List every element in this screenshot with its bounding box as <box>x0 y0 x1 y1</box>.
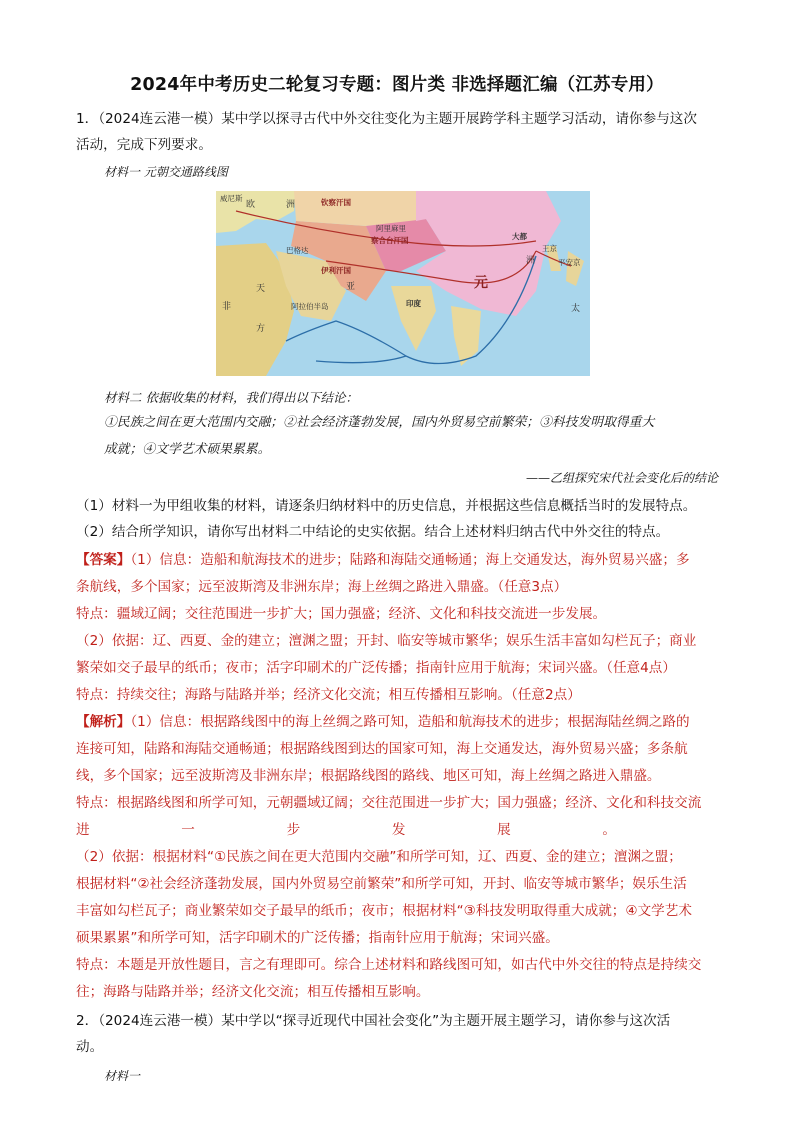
yuan-dynasty-route-map <box>216 191 590 376</box>
analysis-line-4: 特点：根据路线图和所学可知，元朝疆域辽阔；交往范围进一步扩大；国力强盛；经济、文化和科技交流 <box>76 795 702 811</box>
answer-line-3: 特点：疆域辽阔；交往范围进一步扩大；国力强盛；经济、文化和科技交流进一步发展。 <box>76 606 607 622</box>
analysis-line-8: 丰富如勾栏瓦子；商业繁荣如交子最早的纸币；夜市；根据材料“③科技发明取得重大成就；④文学艺术 <box>76 903 692 919</box>
map-label: 欧 <box>246 200 256 210</box>
q1-stem-2: 活动，完成下列要求。 <box>76 137 212 153</box>
map-label: 威尼斯 <box>220 194 243 203</box>
answer-tag: 【答案】 <box>76 552 131 568</box>
answer-line-5: 繁荣如交子最早的纸币；夜市；活字印刷术的广泛传播；指南针应用于航海；宋词兴盛。（任意4点） <box>76 660 676 676</box>
analysis-line-5: 进 一 步 发 展 。 <box>76 822 616 838</box>
conclusion-line-2: 成就；④文学艺术硕果累累。 <box>104 442 271 457</box>
conclusion-line-1: ①民族之间在更大范围内交融；②社会经济蓬勃发展，国内外贸易空前繁荣；③科技发明取得重大 <box>104 415 655 430</box>
analysis-line-7: 根据材料“②社会经济蓬勃发展，国内外贸易空前繁荣”和所学可知，开封、临安等城市繁华；娱乐生活 <box>76 876 687 892</box>
answer-line-2: 条航线，多个国家；远至波斯湾及非洲东岸；海上丝绸之路进入鼎盛。（任意3点） <box>76 579 568 595</box>
map-label: 平安京 <box>558 258 581 267</box>
analysis-line-11: 往；海路与陆路并举；经济文化交流；相互传播相互影响。 <box>76 984 430 1000</box>
analysis-line-1: 【解析】（1）信息：根据路线图中的海上丝绸之路可知，造船和航海技术的进步；根据海陆丝绸之路的 <box>76 714 690 730</box>
analysis-line-10: 特点：本题是开放性题目，言之有理即可。综合上述材料和路线图可知，如古代中外交往的特点是持续交 <box>76 957 702 973</box>
map-label: 太 <box>571 304 581 314</box>
analysis-line-2: 连接可知，陆路和海陆交通畅通；根据路线图到达的国家可知，海上交通发达，海外贸易兴盛；多条航 <box>76 741 688 757</box>
analysis-tag: 【解析】 <box>76 714 131 730</box>
q1-stem: 1．（2024连云港一模）某中学以探寻古代中外交往变化为主题开展跨学科主题学习活动，请你参与这次 <box>76 111 697 127</box>
analysis-line-9: 硕果累累”和所学可知，活字印刷术的广泛传播；指南针应用于航海；宋词兴盛。 <box>76 930 559 946</box>
map-label: 印度 <box>406 299 421 308</box>
material-2-intro: 材料二 依据收集的材料，我们得出以下结论： <box>104 390 358 405</box>
map-label: 巴格达 <box>286 246 309 255</box>
map-label: 元 <box>474 275 488 291</box>
q2-material-1-caption: 材料一 <box>104 1069 141 1083</box>
analysis-line-6: （2）依据：根据材料“①民族之间在更大范围内交融”和所学可知，辽、西夏、金的建立；澶渊之盟； <box>76 849 682 865</box>
q2-stem: 2．（2024连云港一模）某中学以“探寻近现代中国社会变化”为主题开展主题学习，请你参与这次活 <box>76 1013 671 1029</box>
map-label: 非 <box>222 302 232 312</box>
answer-line-6: 特点：持续交往；海路与陆路并举；经济文化交流；相互传播相互影响。（任意2点） <box>76 687 581 703</box>
map-label: 方 <box>256 324 266 334</box>
material-1-caption: 材料一 元朝交通路线图 <box>104 165 228 179</box>
map-label: 阿里麻里 <box>376 224 406 233</box>
answer-line-1: 【答案】（1）信息：造船和航海技术的进步；陆路和海陆交通畅通；海上交通发达，海外贸易兴盛；多 <box>76 552 690 568</box>
map-label: 洲 <box>286 200 296 210</box>
map-label: 阿拉伯半岛 <box>291 302 329 311</box>
answer-line-4: （2）依据：辽、西夏、金的建立；澶渊之盟；开封、临安等城市繁华；娱乐生活丰富如勾栏瓦子；商业 <box>76 633 697 649</box>
page-title: 2024年中考历史二轮复习专题：图片类 非选择题汇编（江苏专用） <box>130 75 664 95</box>
map-label: 钦察汗国 <box>321 198 351 207</box>
map-label: 天 <box>256 284 266 294</box>
q2-stem-2: 动。 <box>76 1039 104 1055</box>
map-label: 大都 <box>512 232 527 241</box>
q1-ask-2: （2）结合所学知识，请你写出材料二中结论的史实依据。结合上述材料归纳古代中外交往的特点。 <box>76 524 670 540</box>
map-label: 察合台汗国 <box>371 236 409 245</box>
q1-ask-1: （1）材料一为甲组收集的材料，请逐条归纳材料中的历史信息，并根据这些信息概括当时的发展特点。 <box>76 498 697 514</box>
map-label: 伊利汗国 <box>321 266 351 275</box>
signature: ——乙组探究宋代社会变化后的结论 <box>525 471 718 485</box>
map-label: 洲 <box>526 256 536 266</box>
analysis-line-3: 线，多个国家；远至波斯湾及非洲东岸；根据路线图的路线、地区可知，海上丝绸之路进入鼎盛。 <box>76 768 661 784</box>
map-label: 亚 <box>346 282 356 292</box>
map-label: 王京 <box>542 244 557 253</box>
